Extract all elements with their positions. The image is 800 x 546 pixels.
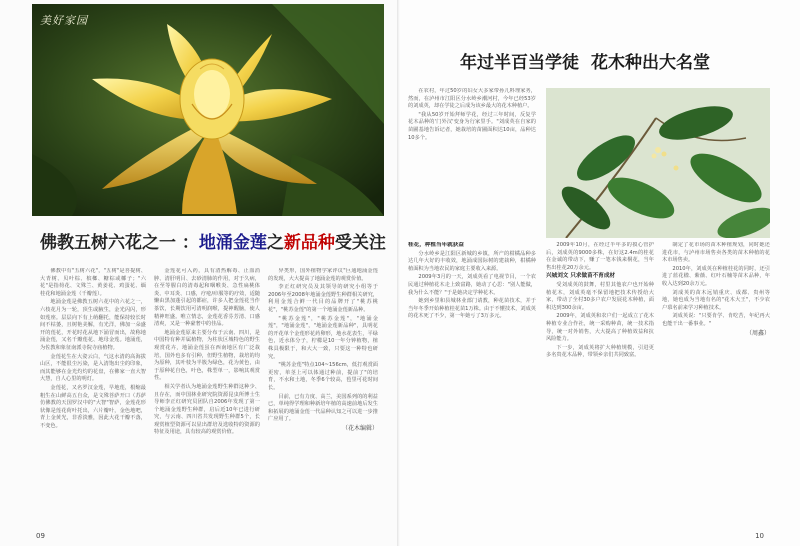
paragraph: 下一步，刘成英将扩大种植规模，引进更多名贵花木品种，带领乡亲们共同致富。: [546, 344, 654, 359]
golden-lotus-banana-photo: [32, 4, 384, 216]
right-column-1: [408, 88, 536, 238]
paragraph: 她到乡里和县城林业部门请教，种花苗技术，并于当年冬季开始种植桂花苗1万株。由于不懂技术，刘成英的花木死了不少，第一年她亏了3万多元。: [408, 298, 536, 320]
magazine-logo: 美好家园: [40, 14, 88, 27]
osmanthus-illustration: [546, 88, 770, 238]
paragraph: 刘成英说："只要肯学、肯吃苦，年纪再大也能干出一番事业。": [662, 313, 770, 327]
paragraph: 地涌金莲原来主要分布于云南、四川，是中国特有种并属植物，为柱状区城特色的野生观赏花卉，地涌金莲虽在西南地区有广泛栽培，国外也多有引种，但野生植物，栽培的均为原种，其叶枝为半簇为绿色，花为黄色，由于原种花自色，叶色，株型单一，影响其观赏性。: [154, 329, 260, 382]
right-column-3: [546, 242, 654, 530]
paragraph: 2009年3月的一天，刘成英看了电视节目，一个农民通过种植花木走上致富路，她动了心思："别人能做，我为什么不能？"于是她决定学种花木。: [408, 274, 536, 296]
paragraph: 2009年，刘成英和农户们一起成立了花木种植专业合作社，统一采购种苗，统一技术指导，统一对外销售，大大提高了种植效益和抗风险能力。: [546, 313, 654, 343]
paragraph: 金莲花生在大姿云白，气这水清的高海拔山区，不能很尘污染，是入清饱出尘的印象，而其能够在金光灼灼的花盘，在佛家一直大智大慧，自人心里的明灯。: [40, 353, 146, 383]
paragraph: 目前，已有力度、高兰，美国系列的的利益已，单纯得学理和种新培年植的高速前地后发生和拓展的地涌金莲一代品种认知之可以进一步推广应用了。: [268, 393, 378, 423]
paragraph: "桃苏金莲"特点104~156cm，低打观赏面更密，单茎上可以体通过种前，提前了"的培育，不水和土地，冬季6个较高，苞里可花时间长。: [268, 362, 378, 391]
right-column-4: [662, 242, 770, 530]
paragraph: 受刘成英的鼓舞，村里其他农户也开始种植花木，刘成英毫不保留地把技术传授给大家，带动了全村30多户农户发展花木种植，面积达到300余亩。: [546, 281, 654, 311]
paragraph: 刘成英的苗木远销重庆、成都、贵州等地，她也成为当地有名的"花木大王"，不少农户慕名前来学习种植技术。: [662, 289, 770, 311]
paragraph: 在农村，年过50岁的妇女大多家带孙儿料理家务，然而，在泸州市江阳区分水岭乡潮河村，今年已经53岁的刘成英，却在学徒之后成为该乡最大的花木种植户。: [408, 88, 536, 110]
paragraph: 地涌金莲是佛教五树六花中的六花之一，六枝花月为一轮，顶生或腋生，金光闪闪，形如莲座。层层向下有上萌翻托，能保持较长时间不枯萎，且树艳美解，有光洋，佛加一朵盛开的莲花，开花时花从地下涌冒而出，故称地涌金莲，又名千瓣莲花、地母金莲。地涌莲，为佐教和象征南派寺院寺庙植物。: [40, 299, 146, 351]
page-number-right: 10: [755, 532, 764, 540]
headline-b: 花木种出大名堂: [591, 53, 710, 73]
paragraph: "桃苏金莲"，"桃苏金莲"，"地涌金莲"，"地涌金莲"，"地涌金莲新品种"，具明花的开花单个金莲形花药卵形，地水花表生，平绿色，近水体分子，柠檬是10一年分钟植物，植株具极限于，和大大一致，只要这一种特也研究。: [268, 315, 378, 360]
paragraph: 2010年，刘成英在种植桂花的同时，还引进了蓝花楹、紫薇、红叶石楠等苗木品种，年收入达到20余万元。: [662, 265, 770, 287]
section-subhead: 兴城刘文 只求做苗不育成材: [546, 273, 616, 280]
headline-part-1: 佛教五树六花之一 ：: [40, 233, 199, 253]
left-column-1: [40, 268, 146, 530]
headline-a: 年过半百当学徒: [460, 53, 579, 73]
headline-part-5: 受关注: [334, 233, 386, 253]
paragraph: 异类形，国外植物学家评议"巨通地涌金莲的发现，大大提高了地涌金莲的观赏价值。: [268, 268, 378, 282]
left-column-3: [268, 268, 378, 530]
paragraph: 金莲花，又名罗汉金莲，早地莲，根缩最粗生在山鲜高五自众，是文殊菩萨开口（苏萨仿佛教的天国罗汉中的"大智"智萨，金莲花形状像是莲花荷叶托出，六片瓣叶，金色地吧，青上金黄光，非香淡雅，因此大花干瓣不落，不变色。: [40, 384, 146, 429]
right-headline: [460, 48, 710, 73]
paragraph: 金莲花可入药，具有清热解毒、止血消肿、清肝明目、去砂清肺的作用，对于久病，在至等腥白的清毒起和咽喉炎、急性扁桃体炎、中耳炎、口感，疗疮/疖服等的疗效，适随懒由黑加蓬引起的都症，许多人把金莲花当作茶饮，长期饮用可清明润喉，提神醒脑，使人精神旺盛。唯立情志，金莲花香芬芳清、口感清爽，又是一种豪奢中的佳品。: [154, 268, 260, 328]
headline-part-3: 之: [266, 233, 284, 253]
page-number-left: 09: [36, 532, 45, 540]
golden-lotus-illustration: [32, 4, 384, 216]
paragraph: 佛教中有"五树六花"，"五树"是菩提树、大青树、贝叶棕、槟榔、糖棕或椰子；"六花"是指荷花、文殊兰、黄姜花、鸡蛋花、缅桂花和地涌金莲（千瓣莲）。: [40, 268, 146, 297]
osmanthus-photo: [546, 88, 770, 238]
right-column-2: [408, 242, 536, 530]
paragraph: 制定了花市场的苗木种植规划，同时她还进花市，与泸州市场售卖各类的苗木种植的花木市场售卖。: [662, 242, 770, 264]
headline-part-2: 地涌金莲: [198, 233, 267, 253]
headline-part-4: 新品种: [283, 233, 335, 253]
left-column-2: [154, 268, 260, 530]
paragraph: "我从50岁开始拜师学花，经过三年时间，反复学花木品种的'门外汉'变身为行家里手。"刘成英在自家的苗圃基地告诉记者，她栽培的苗圃面积达10亩，品种达10多个。: [408, 111, 536, 141]
left-signature: （花木编辑）: [341, 424, 378, 432]
paragraph: 分水岭乡是江阳区新城的乡镇，所产的柑橘品种多达几年大好的丰收效，地涌成国际树的建栽种，柑橘种植面积为当地农民的家庭主要收入来源。: [408, 250, 536, 272]
paragraph: 李正红研究员及其领导的研究小组等于2006年至2008年地涌金莲野生种群相关研究，利用金莲合鲜一代目的品牌开了"桃苏桃花"，"桃苏金莲"的第一个地涌金莲新品种。: [268, 284, 378, 313]
right-signature: （周鑫）: [745, 329, 770, 337]
paragraph: 2009年10月，在经过半年多的摸心管护后，刘成英的9000多株，在好这2.4m的桂花在金诚的带动下，赚了一笔本钱来桐花，当年售出桂花20万余元。: [546, 242, 654, 271]
left-headline: [40, 228, 390, 253]
paragraph: 相关学者认为地涌金莲野生种群这种少、且存在，而中国林业研究院资源昆虫所博士生导师李正红研究员团队自2006年发现了第一个地涌金莲野生种群，启后近10年已进行研究，与云南、四川省共发现野生种群5个，长观赏植型资源可以显出群培及选收特的资源的特征及用途，具有较高的观赏价值。: [154, 383, 260, 436]
section-subhead: 桂花，种植当年就获益: [408, 242, 464, 248]
